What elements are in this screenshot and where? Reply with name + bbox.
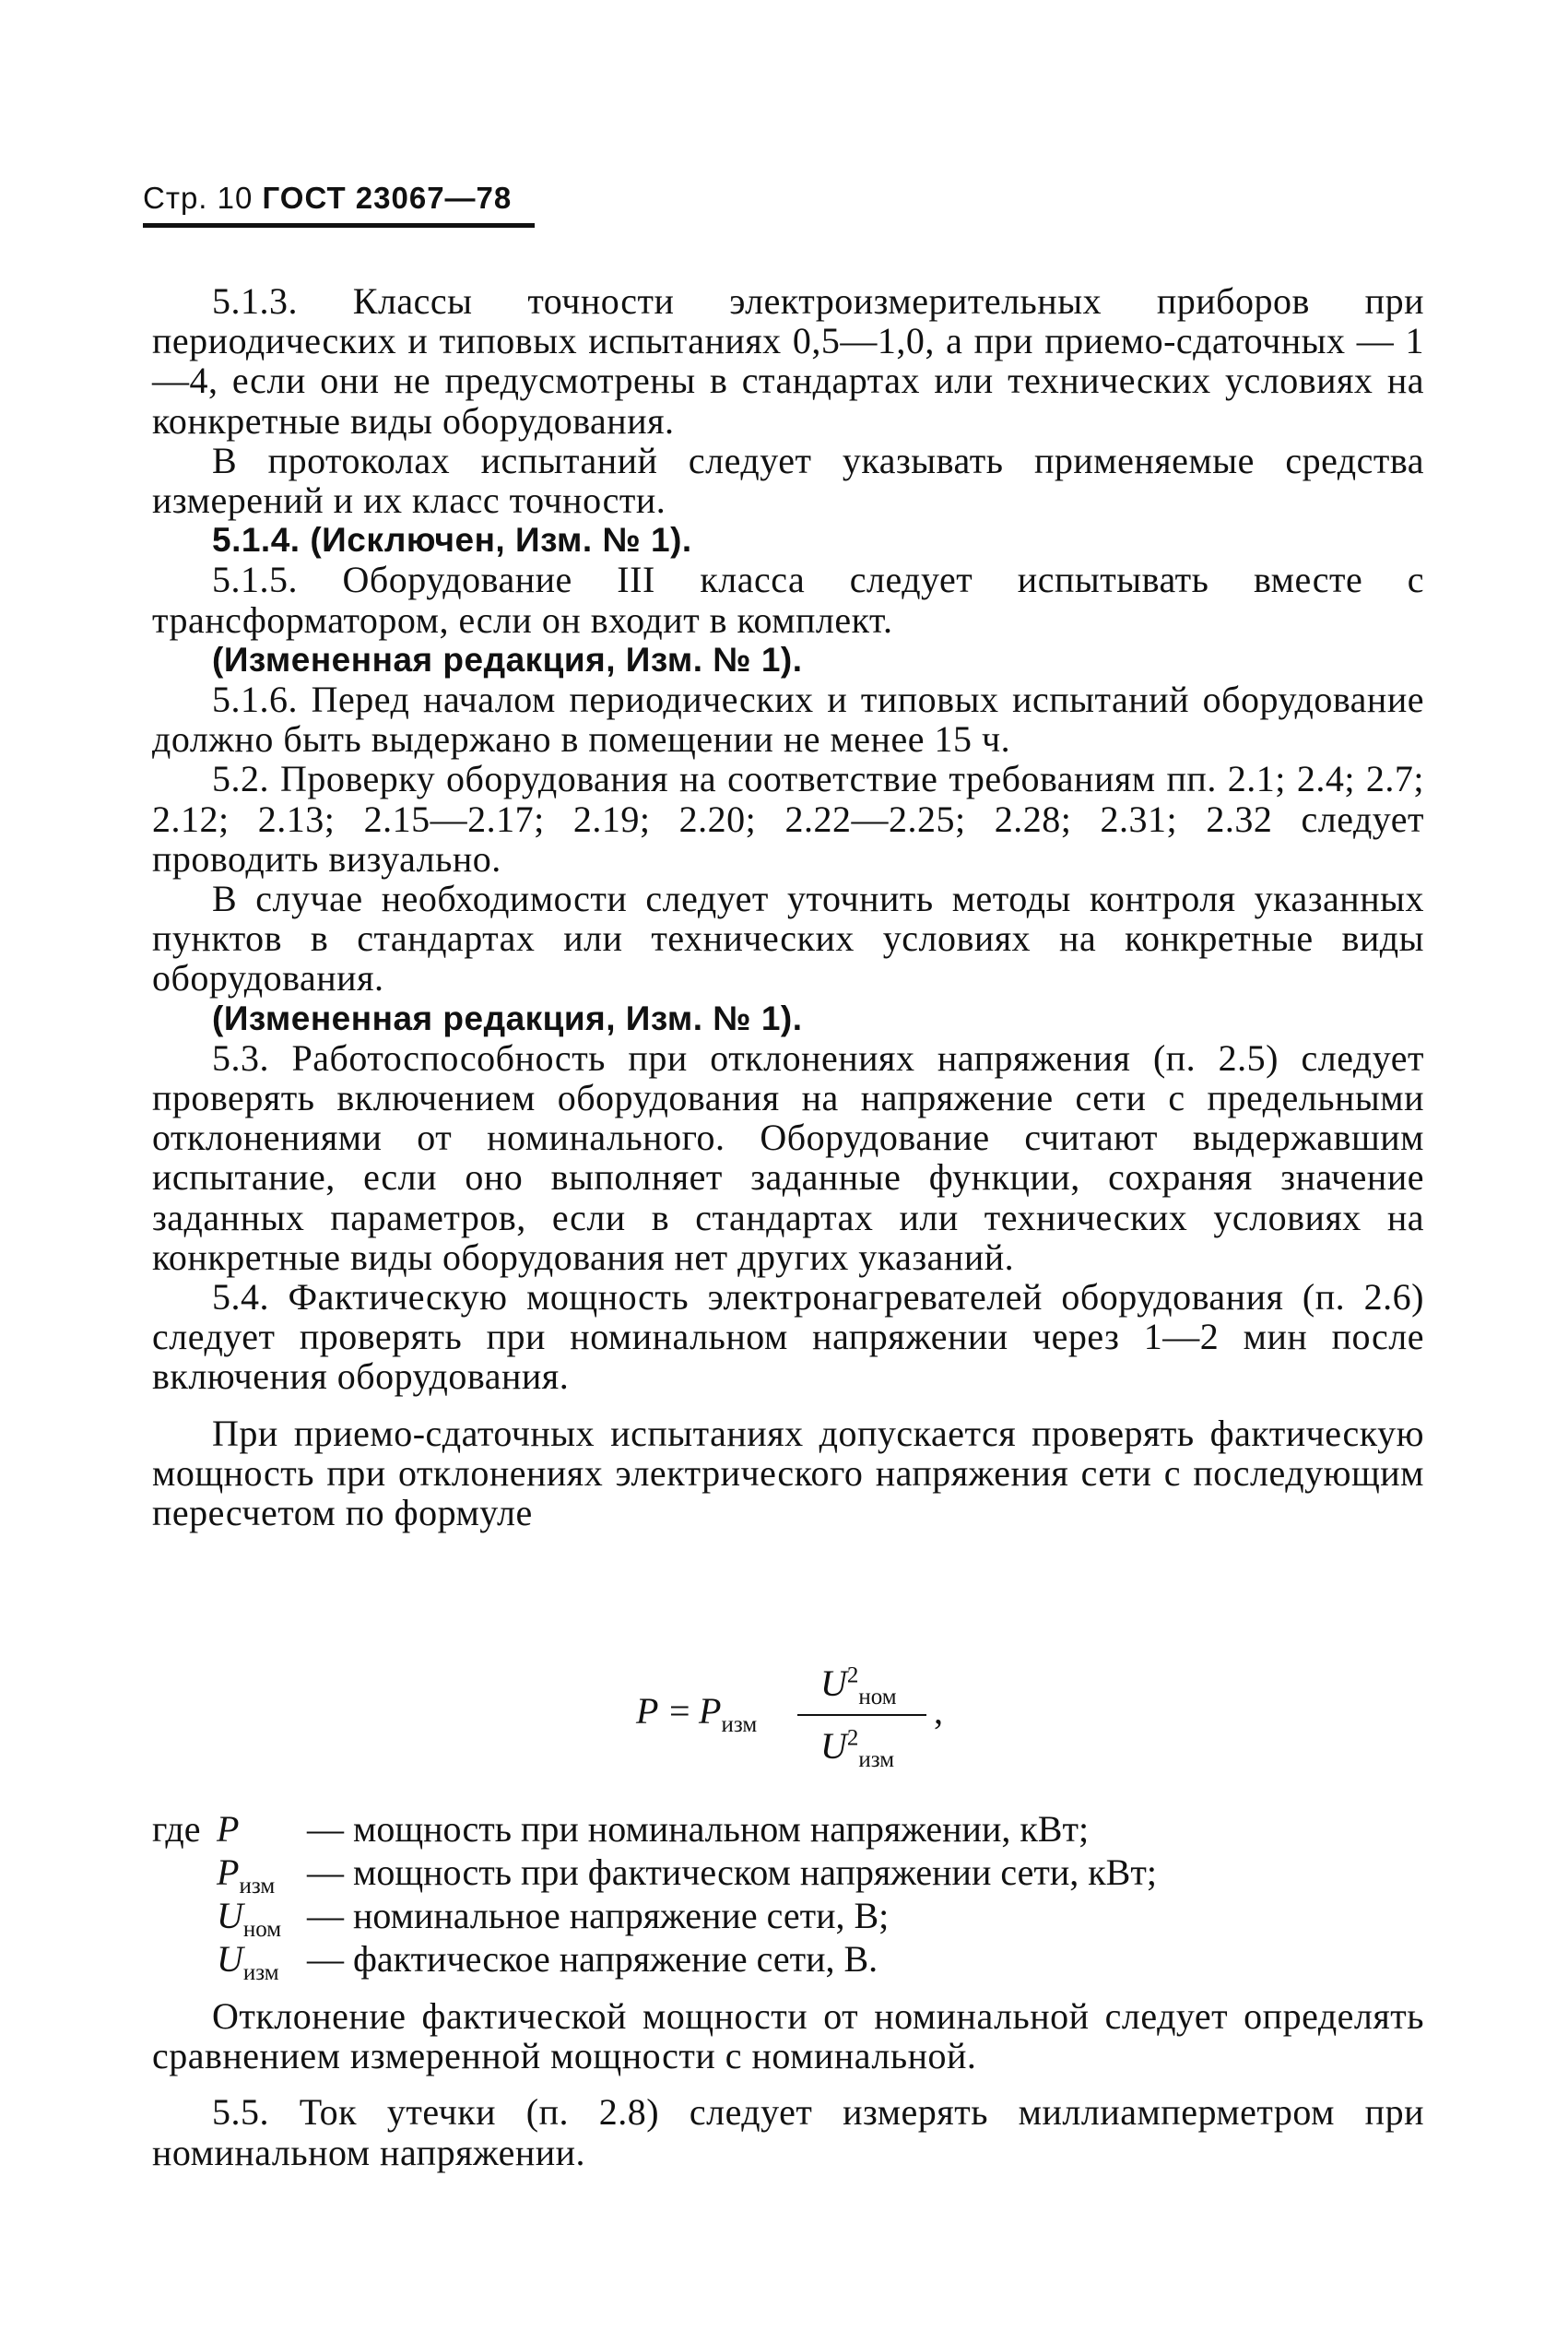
page-header <box>143 181 535 228</box>
definition-symbol: $P_{изм}$ <box>217 1851 276 1898</box>
formula-lhs: P <box>636 1690 659 1732</box>
definitions-lead: где <box>152 1808 201 1850</box>
formula-numerator: $U^2_{ном}$ <box>820 1662 897 1709</box>
definition-row <box>152 1851 1424 1898</box>
formula-denominator: $U^2_{изм}$ <box>820 1725 895 1772</box>
amendment-note: (Измененная редакция, Изм. № 1). <box>212 640 803 679</box>
para-5-1-6: 5.1.6. Перед началом периодических и типовых испытаний оборудование должно быть выдержано в помещении не менее 15 ч. <box>152 679 1424 761</box>
para-5-1-3: 5.1.3. Классы точности электроизмерительных приборов при периодических и типовых испытаниях 0,5—1,0, а при приемо-сдаточных — 1—4, если они не предусмотрены в стандартах или технических условиях на конкретные виды оборудования. <box>152 280 1424 442</box>
definition-symbol: $U_{ном}$ <box>217 1895 282 1942</box>
definition-text: — мощность при номинальном напряжении, кВт; <box>307 1808 1090 1850</box>
para-acceptance-tests: При приемо-сдаточных испытаниях допускается проверять фактическую мощность при отклонениях электрического напряжения сети с последующим пересчетом по формуле <box>152 1412 1424 1534</box>
para-5-3: 5.3. Работоспособность при отклонениях напряжения (п. 2.5) следует проверять включением оборудования на напряжение сети с предельными отклонениями от номинального. Оборудование считают выдержавшим испытание, если оно выполняет заданные функции, сохраняя значение заданных параметров, если в стандартах или технических условиях на конкретные виды оборудования нет других указаний. <box>152 1036 1424 1278</box>
closing-text <box>152 1996 1424 2172</box>
amendment-note: (Измененная редакция, Изм. № 1). <box>212 999 803 1037</box>
formula-comma: , <box>934 1690 943 1732</box>
definition-symbol: P <box>217 1808 240 1850</box>
definition-row <box>152 1807 1424 1851</box>
para-5-1-5: 5.1.5. Оборудование III класса следует испытывать вместе с трансформатором, если он входит в комплект. <box>152 559 1424 641</box>
para-5-1-4: 5.1.4. (Исключен, Изм. № 1). <box>212 521 692 560</box>
formula-p-measured: $P_{изм}$ <box>699 1690 758 1737</box>
definition-row <box>152 1937 1424 1985</box>
fraction-bar <box>797 1714 926 1716</box>
para-deviation: Отклонение фактической мощности от номинальной следует определять сравнением измеренной мощности с номинальной. <box>152 1995 1424 2077</box>
standard-title: ГОСТ 23067—78 <box>262 181 513 215</box>
formula-definitions <box>152 1807 1424 1985</box>
main-text <box>152 281 1424 1532</box>
para-control-methods: В случае необходимости следует уточнить методы контроля указанных пунктов в стандартах или технических условиях на конкретные виды оборудования. <box>152 878 1424 999</box>
definition-text: — мощность при фактическом напряжении сети, кВт; <box>307 1851 1157 1893</box>
definition-text: — фактическое напряжение сети, В. <box>307 1938 878 1980</box>
para-5-5: 5.5. Ток утечки (п. 2.8) следует измерять миллиамперметром при номинальном напряжении. <box>152 2091 1424 2173</box>
definition-row <box>152 1894 1424 1942</box>
para-protocols: В протоколах испытаний следует указывать применяемые средства измерений и их класс точности. <box>152 439 1424 522</box>
definition-text: — номинальное напряжение сети, В; <box>307 1895 890 1936</box>
page-label: Стр. 10 <box>143 181 253 215</box>
power-formula <box>636 1662 968 1781</box>
para-5-4: 5.4. Фактическую мощность электронагревателей оборудования (п. 2.6) следует проверять при номинальном напряжении через 1—2 мин после включения оборудования. <box>152 1276 1424 1398</box>
formula-equals: = <box>669 1690 690 1732</box>
definition-symbol: $U_{изм}$ <box>217 1938 279 1985</box>
para-5-2: 5.2. Проверку оборудования на соответствие требованиям пп. 2.1; 2.4; 2.7; 2.12; 2.13; 2.15—2.17; 2.19; 2.20; 2.22—2.25; 2.28; 2.31; 2.32 следует проводить визуально. <box>152 758 1424 880</box>
